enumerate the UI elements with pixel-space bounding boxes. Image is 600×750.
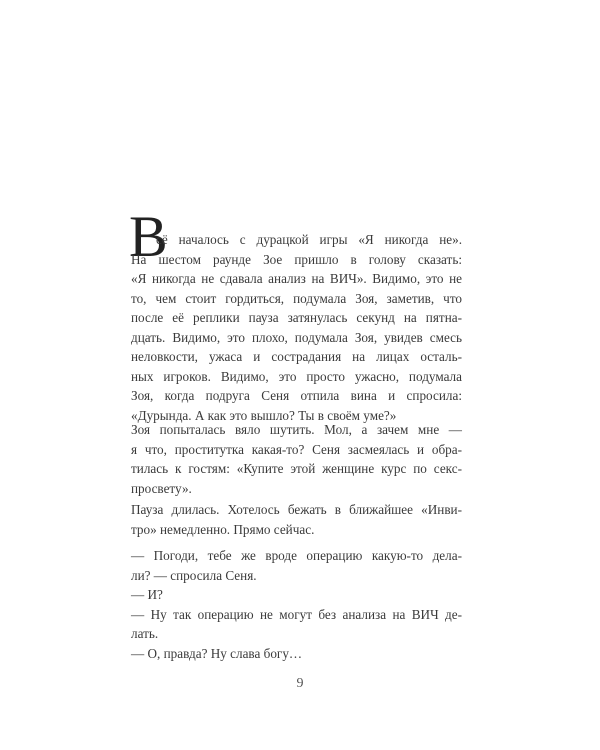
text-line: Пауза длилась. Хотелось бежать в ближайшее «Инви-	[131, 502, 462, 517]
paragraph-4-dialogue	[131, 546, 462, 663]
drop-cap: В	[129, 204, 168, 269]
text-line: лать.	[131, 626, 159, 641]
text-line: дцать. Видимо, это плохо, подумала Зоя, увидев смесь	[131, 329, 462, 345]
text-line: просвету».	[131, 480, 192, 496]
text-line: после её реплики пауза затянулась секунд на пятна-	[131, 310, 462, 325]
text-line: ных игроков. Видимо, это просто ужасно, подумала	[131, 368, 462, 384]
text-line: тро» немедленно. Прямо сейчас.	[131, 521, 315, 537]
text-line: то, чем стоит гордиться, подумала Зоя, заметив, что	[131, 290, 462, 306]
text-line: — Погоди, тебе же вроде операцию какую-то дела-	[131, 548, 462, 563]
page-number: 9	[296, 676, 304, 691]
text-line: «Дурында. А как это вышло? Ты в своём уме?»	[131, 407, 397, 423]
text-line: На шестом раунде Зое пришло в голову сказать:	[131, 251, 462, 267]
text-line: Зоя попыталась вяло шутить. Мол, а зачем мне —	[131, 422, 462, 437]
text-line: ли? — спросила Сеня.	[131, 567, 257, 583]
paragraph-3	[131, 500, 462, 539]
text-line: Зоя, когда подруга Сеня отпила вина и спросила:	[131, 388, 462, 403]
text-line: тилась к гостям: «Купите этой женщине курс по секс-	[131, 461, 462, 476]
text-line: — И?	[131, 587, 163, 602]
paragraph-2	[131, 420, 462, 498]
text-line: я что, проститутка какая-то? Сеня засмеялась и обра-	[131, 441, 462, 457]
paragraph-1	[131, 230, 462, 425]
text-line: сё началось с дурацкой игры «Я никогда не».	[156, 232, 462, 247]
text-line: «Я никогда не сдавала анализ на ВИЧ». Видимо, это не	[131, 271, 462, 286]
text-line: — О, правда? Ну слава богу…	[131, 645, 303, 661]
text-line: неловкости, ужаса и сострадания на лицах осталь-	[131, 349, 462, 364]
text-line: — Ну так операцию не могут без анализа на ВИЧ де-	[131, 606, 462, 622]
